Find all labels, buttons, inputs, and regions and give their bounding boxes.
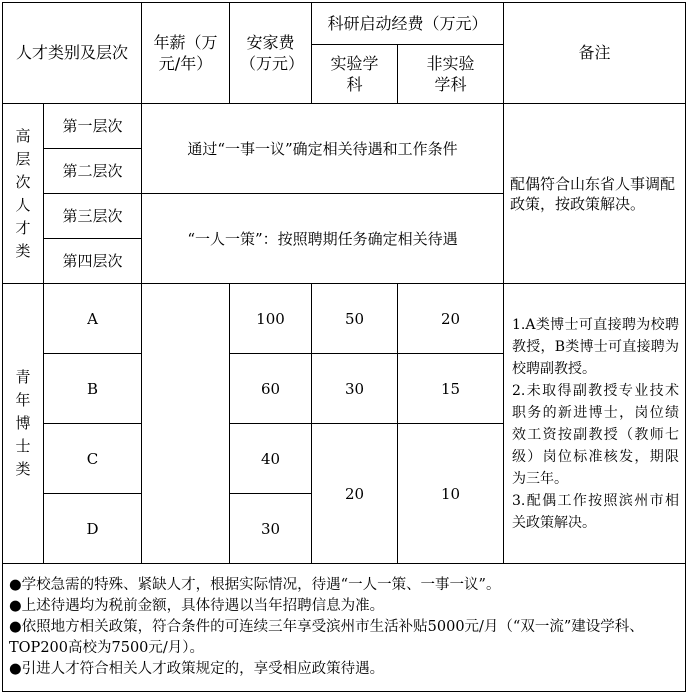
settling-a: 100 (230, 284, 312, 354)
nonlab-a: 20 (398, 284, 504, 354)
salary-blank (142, 284, 230, 564)
talent-policy-table (2, 2, 686, 692)
grade-a: A (44, 284, 142, 354)
footnotes (3, 564, 686, 692)
level-1: 第一层次 (44, 104, 142, 149)
header-lab: 实验学科 (312, 45, 398, 104)
level-2: 第二层次 (44, 149, 142, 194)
young-phd-remarks (504, 284, 686, 564)
grade-c: C (44, 424, 142, 494)
header-nonlab: 非实验学科 (398, 45, 504, 104)
high-talent-label: 高层次人才类 (3, 104, 44, 284)
level-4: 第四层次 (44, 239, 142, 284)
remark-1: 1.A类博士可直接聘为校聘教授，B类博士可直接聘为校聘副教授。 (512, 316, 679, 377)
level-3: 第三层次 (44, 194, 142, 239)
remark-3: 3.配偶工作按照滨州市相关政策解决。 (512, 492, 679, 531)
footnote-2: ●上述待遇均为税前金额，具体待遇以当年招聘信息为准。 (9, 598, 385, 614)
header-salary: 年薪（万元/年） (142, 3, 230, 104)
settling-d: 30 (230, 494, 312, 564)
settling-c: 40 (230, 424, 312, 494)
grade-d: D (44, 494, 142, 564)
grade-b: B (44, 354, 142, 424)
header-settling: 安家费（万元） (230, 3, 312, 104)
remark-2: 2.未取得副教授专业技术职务的新进博士，岗位绩效工资按副教授（教师七级）岗位标准核发，期限为三年。 (512, 382, 679, 487)
header-category: 人才类别及层次 (3, 3, 142, 104)
header-research: 科研启动经费（万元） (312, 3, 504, 45)
footnote-1: ●学校急需的特殊、紧缺人才，根据实际情况，待遇“一人一策、一事一议”。 (9, 577, 501, 593)
policy-one-case: 通过“一事一议”确定相关待遇和工作条件 (142, 104, 504, 194)
lab-b: 30 (312, 354, 398, 424)
footnote-4: ●引进人才符合相关人才政策规定的，享受相应政策待遇。 (9, 661, 385, 677)
settling-b: 60 (230, 354, 312, 424)
young-phd-label: 青年博士类 (3, 284, 44, 564)
lab-a: 50 (312, 284, 398, 354)
header-remark: 备注 (504, 3, 686, 104)
lab-cd: 20 (312, 424, 398, 564)
nonlab-cd: 10 (398, 424, 504, 564)
nonlab-b: 15 (398, 354, 504, 424)
footnote-3: ●依照地方相关政策，符合条件的可连续三年享受滨州市生活补贴5000元/月（“双一流”建设学科、TOP200高校为7500元/月）。 (9, 619, 644, 656)
high-talent-remark: 配偶符合山东省人事调配政策，按政策解决。 (504, 104, 686, 284)
policy-one-person: “一人一策”：按照聘期任务确定相关待遇 (142, 194, 504, 284)
